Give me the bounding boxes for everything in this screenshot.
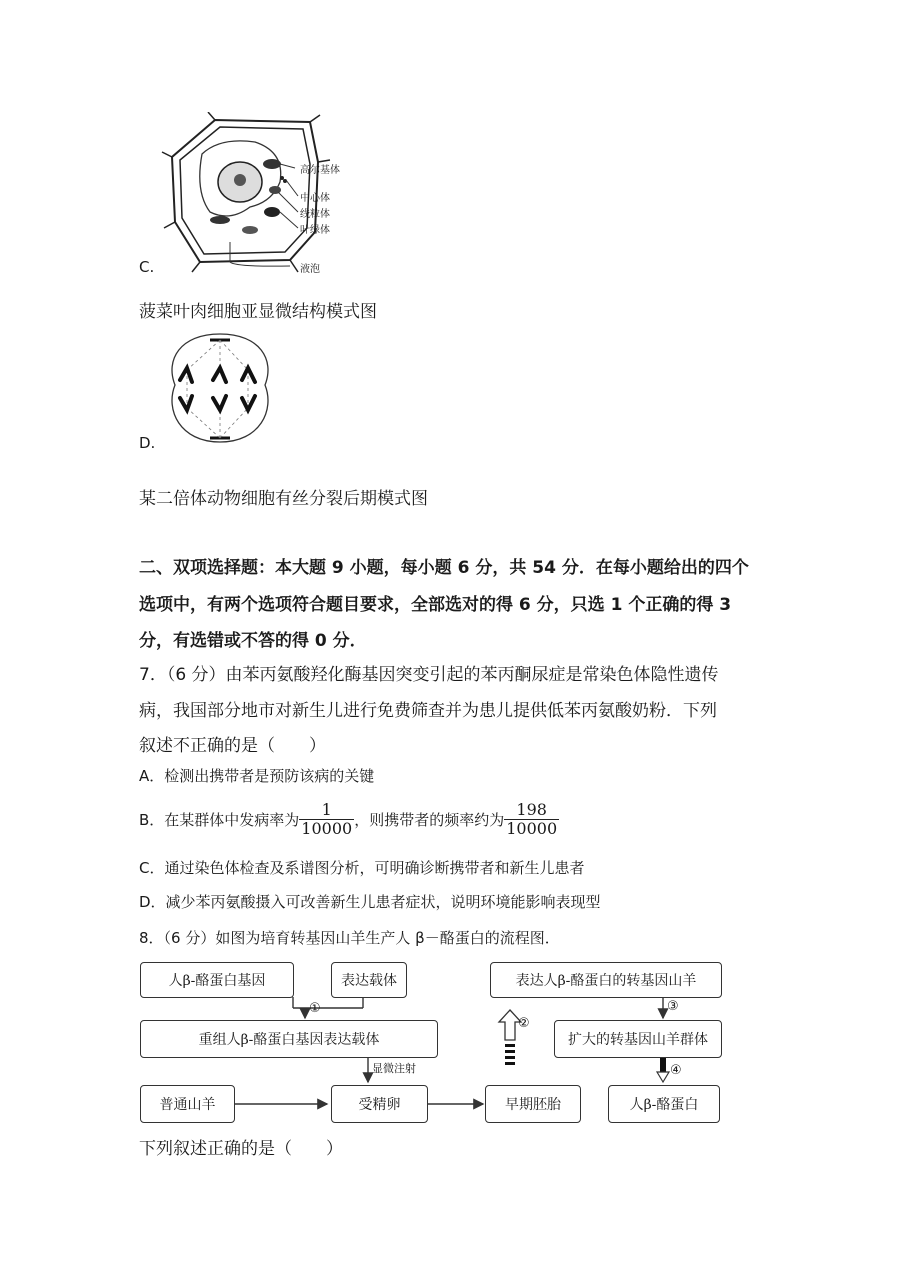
q7-option-a: A．检测出携带者是预防该病的关键 [139, 767, 375, 785]
q7-option-c: C．通过染色体检查及系谱图分析，可明确诊断携带者和新生儿患者 [139, 859, 585, 877]
q8-stem: 8．（6 分）如图为培育转基因山羊生产人 β－酪蛋白的流程图． [139, 929, 560, 947]
q7-stem-line3: 叙述不正确的是（ ） [139, 736, 326, 756]
option-c-caption: 菠菜叶肉细胞亚显微结构模式图 [139, 302, 377, 322]
option-c-letter: C. [139, 258, 155, 276]
flow-box-goat: 普通山羊 [140, 1085, 235, 1123]
option-d-letter: D. [139, 434, 156, 452]
q7-option-b-prefix: B．在某群体中发病率为 [139, 811, 300, 829]
flow-box-embryo: 早期胚胎 [485, 1085, 581, 1123]
cell-label-centrosome: 中心体 [300, 193, 330, 204]
frac2-denominator: 10000 [506, 819, 558, 838]
flow-box-gene: 人β-酪蛋白基因 [140, 962, 294, 998]
frac2-numerator: 198 [504, 801, 559, 820]
q7-option-b-middle: ，则携带者的频率约为 [354, 811, 505, 829]
q7-stem-line2: 病，我国部分地市对新生儿进行免费筛查并为患儿提供低苯丙氨酸奶粉．下列 [139, 701, 717, 721]
label-microinjection: 显微注射 [372, 1062, 416, 1075]
q7-option-d: D．减少苯丙氨酸摄入可改善新生儿患者症状，说明环境能影响表现型 [139, 893, 601, 911]
flow-box-casein: 人β-酪蛋白 [608, 1085, 720, 1123]
frac1-numerator: 1 [299, 801, 354, 820]
section2-line3: 分，有选错或不答的得 0 分． [139, 631, 367, 651]
flow-box-transgenic-goat: 表达人β-酪蛋白的转基因山羊 [490, 962, 722, 998]
step-2-marker: ② [518, 1016, 530, 1031]
option-d-caption: 某二倍体动物细胞有丝分裂后期模式图 [139, 489, 428, 509]
step-3-marker: ③ [667, 999, 679, 1014]
section2-line2: 选项中，有两个选项符合题目要求，全部选对的得 6 分，只选 1 个正确的得 3 [139, 595, 732, 615]
q8-question: 下列叙述正确的是（ ） [139, 1139, 343, 1159]
step-4-marker: ④ [670, 1063, 682, 1078]
frac1-denominator: 10000 [301, 819, 353, 838]
step-1-marker: ① [309, 1001, 321, 1016]
flow-box-recombinant: 重组人β-酪蛋白基因表达载体 [140, 1020, 438, 1058]
cell-label-golgi: 高尔基体 [300, 165, 340, 176]
flow-box-expanded-herd: 扩大的转基因山羊群体 [554, 1020, 722, 1058]
cell-label-mitochondria: 线粒体 [300, 209, 330, 220]
cell-label-vacuole: 液泡 [300, 264, 320, 275]
section2-line1: 二、双项选择题：本大题 9 小题，每小题 6 分，共 54 分．在每小题给出的四个 [139, 558, 749, 578]
q7-stem-line1: 7．（6 分）由苯丙氨酸羟化酶基因突变引起的苯丙酮尿症是常染色体隐性遗传 [139, 665, 719, 685]
cell-label-chloroplast: 叶绿体 [300, 225, 330, 236]
flow-box-egg: 受精卵 [331, 1085, 428, 1123]
flow-box-vector: 表达载体 [331, 962, 407, 998]
